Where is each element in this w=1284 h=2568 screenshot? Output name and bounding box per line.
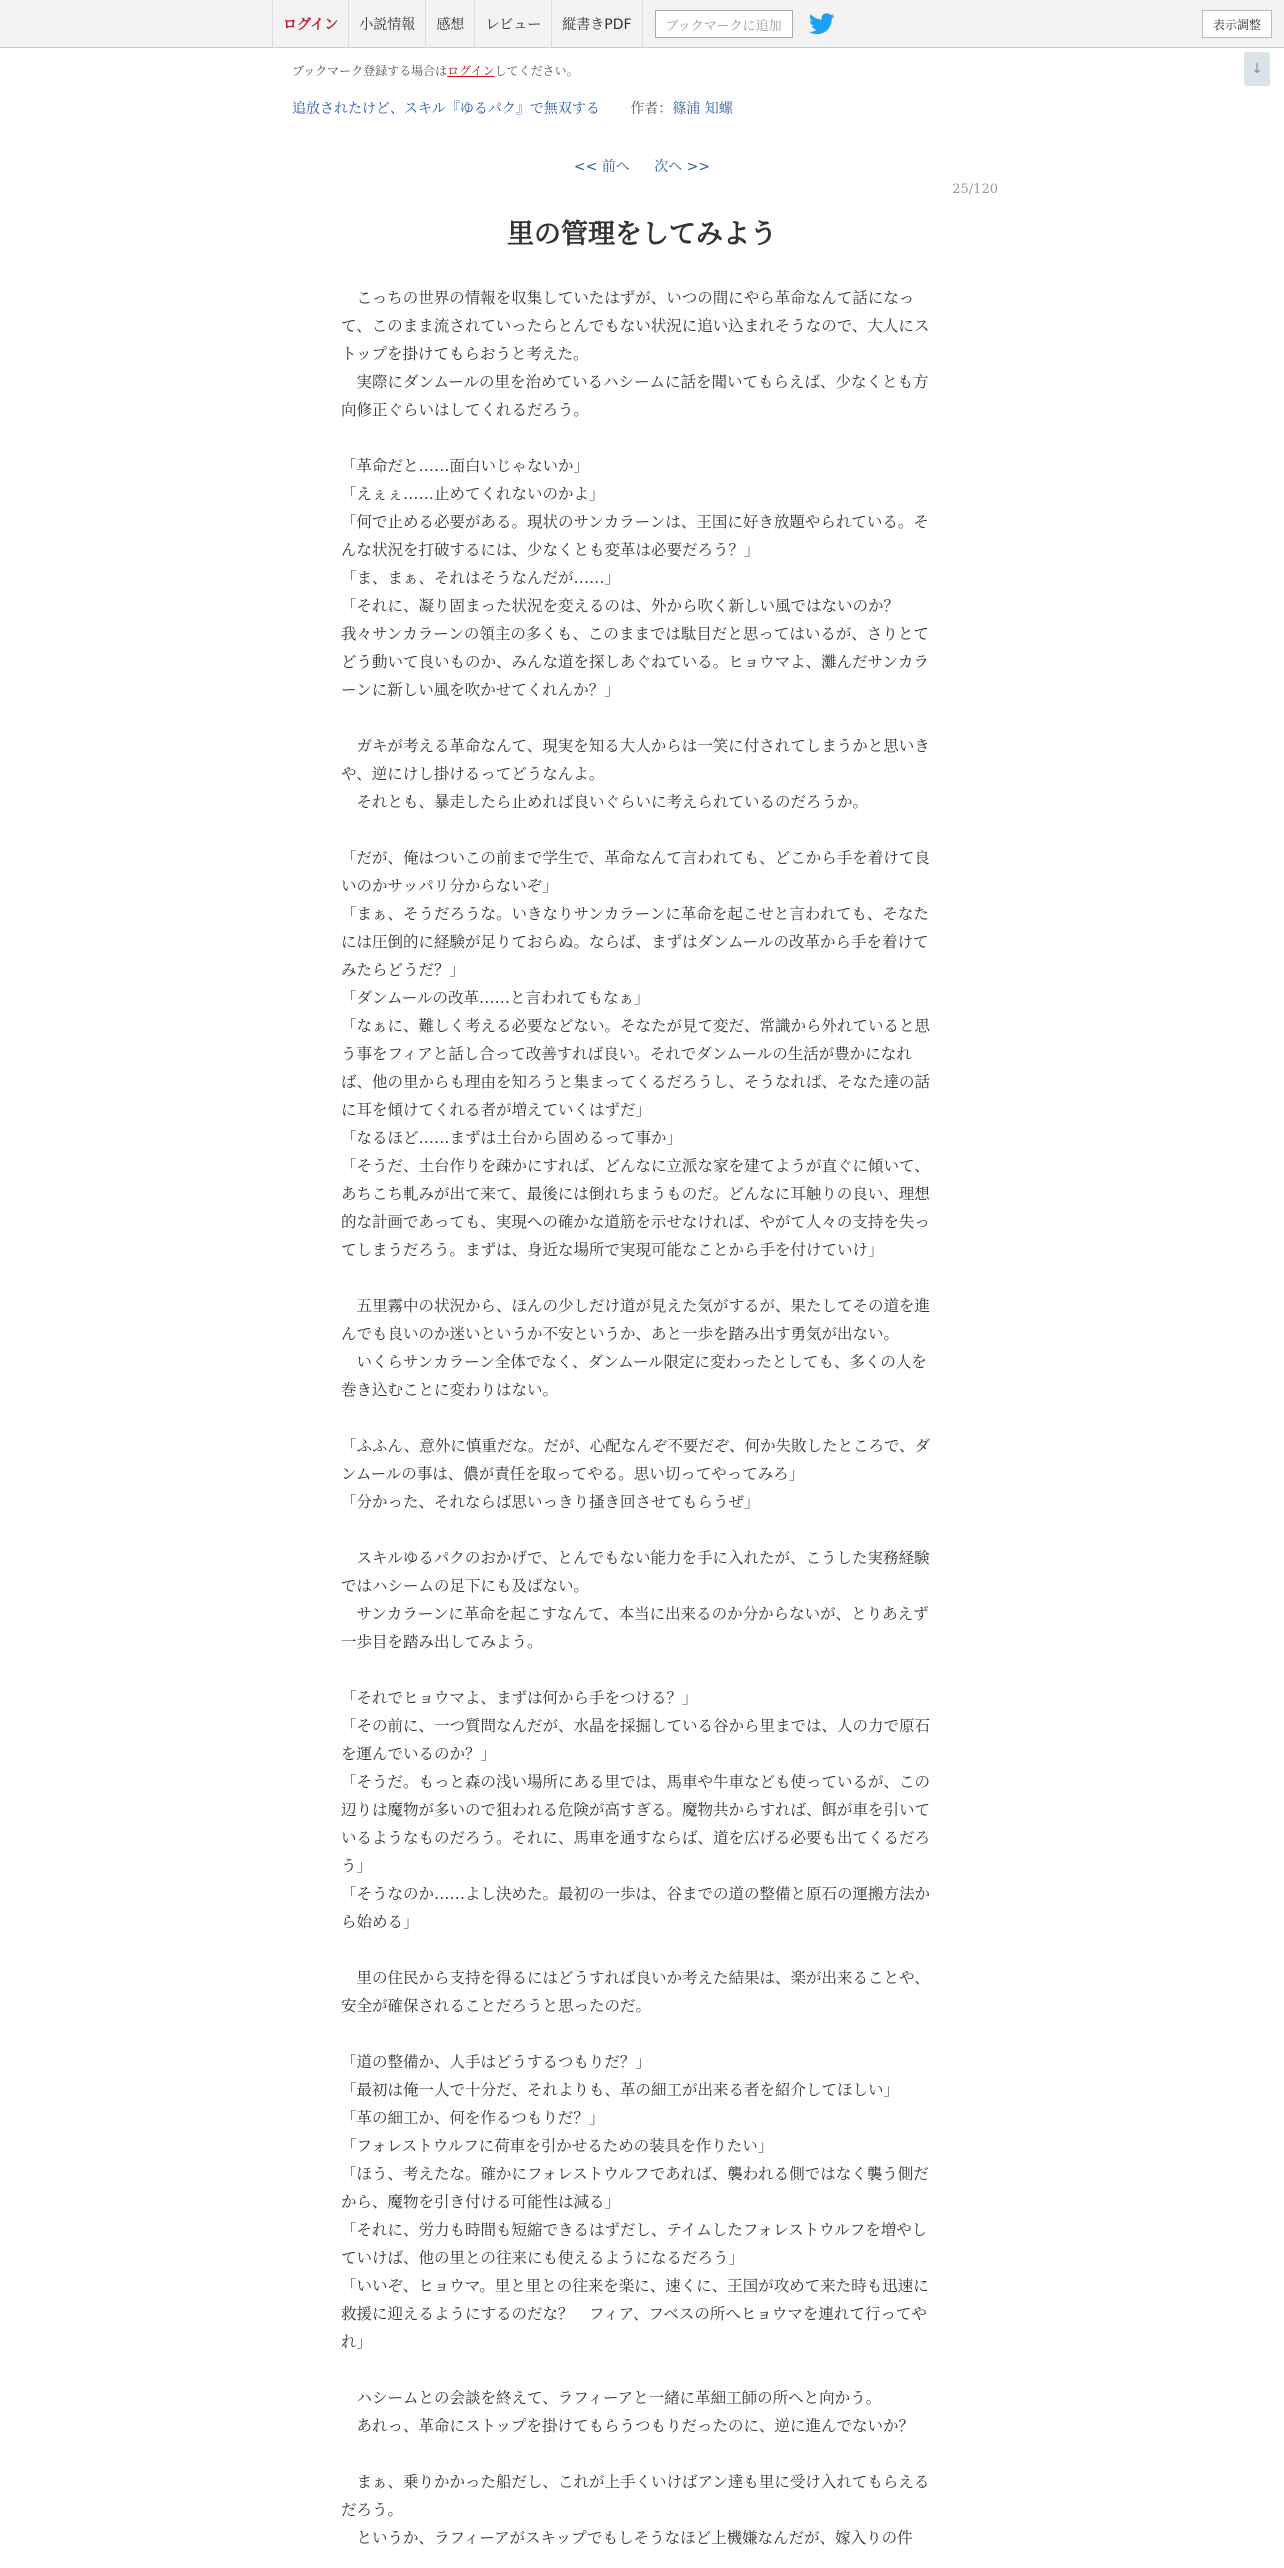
body-paragraph: [341, 816, 937, 844]
body-paragraph: ハシームとの会談を終えて、ラフィーアと一緒に革細工師の所へと向かう。: [341, 2389, 882, 2407]
body-paragraph: [341, 1404, 937, 1432]
body-paragraph: [341, 1656, 937, 1684]
body-paragraph: 「そうだ、土台作りを疎かにすれば、どんなに立派な家を建てようが直ぐに傾いて、あちこち軋みが出て来て、最後には倒れちまうものだ。どんなに耳触りの良い、理想的な計画であっても、実現への確かな道筋を示せなければ、やがて人々の支持を失ってしまうだろう。まずは、身近な場所で実現可能なことから手を付けていけ」: [341, 1157, 930, 1259]
body-paragraph: 「ま、まぁ、それはそうなんだが……」: [341, 569, 621, 587]
body-paragraph: 「そうなのか……よし決めた。最初の一歩は、谷までの道の整備と原石の運搬方法から始める」: [341, 1885, 931, 1931]
chapter-number: 25/120: [952, 182, 998, 197]
twitter-icon[interactable]: [809, 13, 835, 35]
scroll-down-button[interactable]: [1244, 52, 1270, 86]
novel-body: [341, 284, 937, 2552]
body-paragraph: 五里霧中の状況から、ほんの少しだけ道が見えた気がするが、果たしてその道を進んでも良いのか迷いというか不安というか、あと一歩を踏み出す勇気が出ない。: [341, 1297, 931, 1343]
body-paragraph: 「その前に、一つ質問なんだが、水晶を採掘している谷から里までは、人の力で原石を運んでいるのか？」: [341, 1717, 931, 1763]
chapter-title: 里の管理をしてみよう: [507, 219, 777, 250]
body-paragraph: 「最初は俺一人で十分だ、それよりも、革の細工が出来る者を紹介してほしい」: [341, 2081, 900, 2099]
body-paragraph: 「何で止める必要がある。現状のサンカラーンは、王国に好き放題やられている。そんな状況を打破するには、少なくとも変革は必要だろう？」: [341, 513, 929, 559]
arrow-down-icon: ↓: [1251, 61, 1263, 77]
author-label: 作者：: [630, 101, 673, 117]
body-paragraph: [341, 1936, 937, 1964]
nav-vertical-pdf[interactable]: 縦書きPDF: [551, 0, 642, 48]
body-paragraph: それとも、暴走したら止めれば良いぐらいに考えられているのだろうか。: [341, 793, 869, 811]
nav-review[interactable]: レビュー: [474, 0, 551, 48]
body-paragraph: 里の住民から支持を得るにはどうすれば良いか考えた結果は、楽が出来ることや、安全が確保されることだろうと思ったのだ。: [341, 1969, 930, 2015]
body-paragraph: 「いいぞ、ヒョウマ。里と里との往来を楽に、速くに、王国が攻めて来た時も迅速に救援に迎えるようにするのだな？ フィア、フベスの所へヒョウマを連れて行ってやれ」: [341, 2277, 929, 2351]
body-paragraph: というか、ラフィーアがスキップでもしそうなほど上機嫌なんだが、嫁入りの件: [341, 2529, 913, 2547]
body-paragraph: [341, 2440, 937, 2468]
chapter-pager: [0, 156, 1284, 176]
body-paragraph: 「フォレストウルフに荷車を引かせるための装具を作りたい」: [341, 2137, 774, 2155]
nav-impressions[interactable]: 感想: [425, 0, 474, 48]
novel-info: [292, 98, 733, 118]
author-link[interactable]: 篠浦 知螺: [672, 101, 733, 117]
body-paragraph: 「そうだ。もっと森の浅い場所にある里では、馬車や牛車なども使っているが、この辺りは魔物が多いので狙われる危険が高すぎる。魔物共からすれば、餌が車を引いているようなものだろう。それに、馬車を通すならば、道を広げる必要も出てくるだろう」: [341, 1773, 931, 1875]
notice-login-link[interactable]: ログイン: [447, 64, 495, 78]
body-paragraph: [341, 2356, 937, 2384]
body-paragraph: 「なぁに、難しく考える必要などない。そなたが見て変だ、常識から外れていると思う事をフィアと話し合って改善すれば良い。それでダンムールの生活が豊かになれば、他の里からも理由を知ろうと集まってくるだろうし、そうなれば、そなた達の話に耳を傾けてくれる者が増えていくはずだ」: [341, 1017, 931, 1119]
body-paragraph: 「それでヒョウマよ、まずは何から手をつける？」: [341, 1689, 698, 1707]
nav-novel-info[interactable]: 小説情報: [348, 0, 425, 48]
top-nav: [272, 0, 835, 48]
body-paragraph: 「ほう、考えたな。確かにフォレストウルフであれば、襲われる側ではなく襲う側だから、魔物を引き付ける可能性は減る」: [341, 2165, 929, 2211]
body-paragraph: 「まぁ、そうだろうな。いきなりサンカラーンに革命を起こせと言われても、そなたには圧倒的に経験が足りておらぬ。ならば、まずはダンムールの改革から手を着けてみたらどうだ？」: [341, 905, 929, 979]
body-paragraph: [341, 1264, 937, 1292]
body-paragraph: 「道の整備か、人手はどうするつもりだ？」: [341, 2053, 651, 2071]
bookmark-login-notice: [292, 62, 579, 79]
body-paragraph: 「ダンムールの改革……と言われてもなぁ」: [341, 989, 650, 1007]
body-paragraph: スキルゆるパクのおかげで、とんでもない能力を手に入れたが、こうした実務経験ではハシームの足下にも及ばない。: [341, 1549, 930, 1595]
body-paragraph: あれっ、革命にストップを掛けてもらうつもりだったのに、逆に進んでないか？: [341, 2417, 915, 2435]
body-paragraph: 実際にダンムールの里を治めているハシームに話を聞いてもらえば、少なくとも方向修正ぐらいはしてくれるだろう。: [341, 373, 929, 419]
next-chapter-link[interactable]: 次へ >>: [654, 159, 711, 175]
body-paragraph: 「だが、俺はついこの前まで学生で、革命なんて言われても、どこから手を着けて良いのかサッパリ分からないぞ」: [341, 849, 930, 895]
body-paragraph: 「それに、凝り固まった状況を変えるのは、外から吹く新しい風ではないのか？ 我々サンカラーンの領主の多くも、このままでは駄目だと思ってはいるが、さりとてどう動いて良いものか、みんな道を探しあぐねている。ヒョウマよ、灘んだサンカラーンに新しい風を吹かせてくれんか？」: [341, 597, 929, 699]
display-settings-button[interactable]: 表示調整: [1202, 10, 1272, 38]
notice-suffix: してください。: [494, 64, 579, 78]
body-paragraph: サンカラーンに革命を起こすなんて、本当に出来るのか分からないが、とりあえず一歩目を踏み出してみよう。: [341, 1605, 929, 1651]
body-paragraph: 「革命だと……面白いじゃないか」: [341, 457, 590, 475]
body-paragraph: [341, 2020, 937, 2048]
body-paragraph: こっちの世界の情報を収集していたはずが、いつの間にやら革命なんて話になって、このまま流されていったらとんでもない状況に追い込まれそうなので、大人にストップを掛けてもらおうと考えた。: [341, 289, 930, 363]
nav-login[interactable]: ログイン: [272, 0, 348, 48]
body-paragraph: [341, 1516, 937, 1544]
body-paragraph: 「分かった、それならば思いっきり搔き回させてもらうぜ」: [341, 1493, 760, 1511]
body-paragraph: まぁ、乗りかかった船だし、これが上手くいけばアン達も里に受け入れてもらえるだろう。: [341, 2473, 930, 2519]
body-paragraph: [341, 424, 937, 452]
novel-title-link[interactable]: 追放されたけど、スキル『ゆるパク』で無双する: [292, 101, 600, 117]
body-paragraph: 「ふふん、意外に慎重だな。だが、心配なんぞ不要だぞ、何か失敗したところで、ダンムールの事は、儂が責任を取ってやる。思い切ってやってみろ」: [341, 1437, 931, 1483]
prev-chapter-link[interactable]: << 前へ: [573, 159, 630, 175]
top-navigation-bar: [0, 0, 1284, 48]
body-paragraph: [341, 704, 937, 732]
add-bookmark-button[interactable]: ブックマークに追加: [655, 10, 793, 38]
body-paragraph: 「なるほど……まずは土台から固めるって事か」: [341, 1129, 683, 1147]
notice-prefix: ブックマーク登録する場合は: [292, 64, 448, 78]
body-paragraph: いくらサンカラーン全体でなく、ダンムール限定に変わったとしても、多くの人を巻き込むことに変わりはない。: [341, 1353, 927, 1399]
body-paragraph: ガキが考える革命なんて、現実を知る大人からは一笑に付されてしまうかと思いきや、逆にけし掛けるってどうなんよ。: [341, 737, 930, 783]
body-paragraph: 「えぇぇ……止めてくれないのかよ」: [341, 485, 605, 503]
body-paragraph: 「革の細工か、何を作るつもりだ？」: [341, 2109, 605, 2127]
body-paragraph: 「それに、労力も時間も短縮できるはずだし、テイムしたフォレストウルフを増やしていけば、他の里との往来にも使えるようになるだろう」: [341, 2221, 928, 2267]
